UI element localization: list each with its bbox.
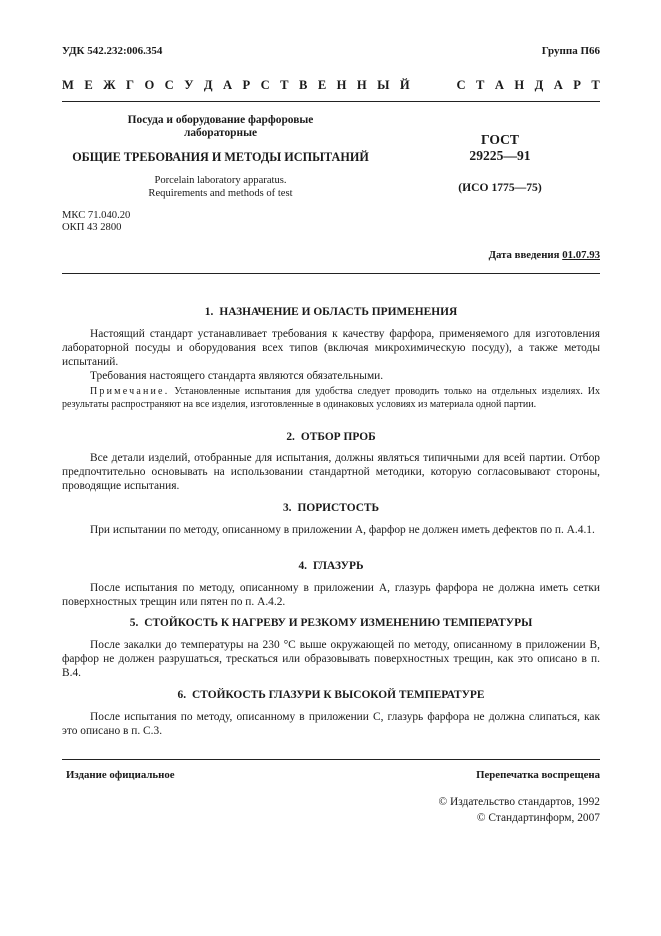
banner-letter: Г (126, 78, 135, 92)
section-title: СТОЙКОСТЬ ГЛАЗУРИ К ВЫСОКОЙ ТЕМПЕРАТУРЕ (192, 689, 485, 701)
banner-letter: Т (280, 78, 289, 92)
note-text: Установленные испытания для удобства следует проводить только на отдельных изделиях. Их результаты распространяют на все изделия, изготовленные в одинаковых условиях из материала одной партии. (62, 386, 600, 410)
banner-gap (420, 78, 446, 93)
banner-letter: М (62, 78, 74, 92)
section-heading-4 (62, 560, 600, 572)
footer-rule (62, 759, 600, 760)
section-4-paragraph-1: После испытания по методу, описанному в приложении А, глазурь фарфора не должна иметь сетки поверхностных трещин или пятен по п. А.4.2. (62, 582, 600, 609)
section-3-paragraph-1: При испытании по методу, описанному в приложении А, фарфор не должен иметь дефектов по п. А.4.1. (90, 524, 595, 536)
section-6-paragraph-1: После испытания по методу, описанному в приложении С, глазурь фарфора не должна слипаться, как это описано в п. С.3. (62, 711, 600, 738)
banner-letter: А (494, 78, 504, 92)
banner-letter: Ж (103, 78, 116, 92)
banner-letter: О (144, 78, 155, 92)
okp-code: ОКП 43 2800 (62, 222, 122, 234)
banner-letter: Н (356, 78, 367, 92)
title-block-rule (62, 273, 600, 274)
section-1-paragraph-2: Требования настоящего стандарта являются обязательными. (90, 370, 384, 382)
interstate-standard-banner (62, 78, 600, 93)
product-name-line: лабораторные (183, 127, 258, 139)
section-heading-6 (62, 689, 600, 701)
group-code: Группа П66 (541, 45, 600, 57)
section-title: НАЗНАЧЕНИЕ И ОБЛАСТЬ ПРИМЕНЕНИЯ (219, 306, 458, 318)
header-rule (62, 101, 600, 102)
product-name-line: Посуда и оборудование фарфоровые (127, 114, 314, 126)
effective-date (489, 249, 600, 261)
banner-letter: Ы (377, 78, 390, 92)
iso-reference: (ИСО 1775—75) (458, 181, 542, 194)
banner-letter: С (456, 78, 466, 92)
mks-code: МКС 71.040.20 (62, 210, 131, 221)
banner-letter: Т (591, 78, 600, 92)
section-number: 3. (282, 502, 292, 514)
section-heading-3 (62, 502, 600, 514)
english-title-line: Porcelain laboratory apparatus. (154, 175, 287, 186)
banner-letter: Д (534, 78, 544, 92)
copyright-line: © Издательство стандартов, 1992 (438, 796, 600, 808)
section-1-paragraph-1: Настоящий стандарт устанавливает требования к качеству фарфора, применяемого для изготовления лабораторной посуды и оборудования всех типов (включая микрохимическую посуду), а также методы испытаний. (62, 328, 600, 369)
reprint-prohibited: Перепечатка воспрещена (476, 769, 600, 781)
banner-letter: Р (573, 78, 581, 92)
section-title: СТОЙКОСТЬ К НАГРЕВУ И РЕЗКОМУ ИЗМЕНЕНИЮ ТЕМПЕРАТУРЫ (144, 617, 533, 629)
banner-letter: Н (336, 78, 347, 92)
banner-letter: В (298, 78, 308, 92)
section-title: ОТБОР ПРОБ (300, 431, 376, 443)
banner-letter: У (184, 78, 194, 92)
official-edition: Издание официальное (66, 769, 175, 781)
banner-letter: Н (514, 78, 525, 92)
gost-designation (440, 132, 560, 164)
banner-letter: С (164, 78, 174, 92)
gost-number: 29225—91 (469, 148, 531, 163)
section-heading-1 (62, 306, 600, 318)
english-title-line: Requirements and methods of test (148, 188, 293, 199)
udk-code: УДК 542.232:006.354 (62, 45, 163, 57)
section-1-note (62, 386, 600, 411)
section-number: 6. (177, 689, 187, 701)
banner-letter: А (222, 78, 233, 92)
effective-date-label: Дата введения (488, 249, 560, 261)
banner-letter: Е (317, 78, 327, 92)
section-number: 2. (286, 431, 295, 443)
copyright-block (439, 794, 600, 826)
banner-letter: Т (476, 78, 485, 92)
section-number: 4. (298, 560, 307, 572)
section-5-paragraph-1: После закалки до температуры на 230 °С выше окружающей по методу, описанному в приложении В, фарфор не должен разрушаться, трескаться или образовывать поверхностных трещин, как это описано в п. В.4. (62, 639, 600, 680)
banner-letter: Е (84, 78, 93, 92)
banner-letter: А (553, 78, 563, 92)
section-heading-2 (62, 431, 600, 443)
section-title: ПОРИСТОСТЬ (297, 502, 380, 514)
copyright-line: © Стандартинформ, 2007 (476, 812, 600, 824)
section-number: 5. (129, 617, 139, 629)
banner-letter: С (260, 78, 270, 92)
banner-letter: Д (203, 78, 213, 92)
section-heading-5 (62, 617, 600, 629)
gost-label: ГОСТ (481, 132, 519, 147)
banner-letter: Й (399, 78, 410, 92)
section-2-paragraph-1: Все детали изделий, отобранные для испытания, должны являться типичными для всей партии. Отбор предпочтительно основывать на использовании стандартной методики, которую согласовывают стороны, проводящие испытания. (62, 452, 600, 493)
classification-codes (62, 210, 130, 235)
effective-date-value: 01.07.93 (562, 249, 600, 261)
section-number: 1. (204, 306, 214, 318)
document-title: ОБЩИЕ ТРЕБОВАНИЯ И МЕТОДЫ ИСПЫТАНИЙ (72, 150, 369, 164)
english-title (62, 174, 379, 200)
product-name (62, 114, 379, 140)
banner-letter: Р (242, 78, 251, 92)
section-title: ГЛАЗУРЬ (313, 560, 364, 572)
note-lead: Примечание. (90, 386, 170, 397)
